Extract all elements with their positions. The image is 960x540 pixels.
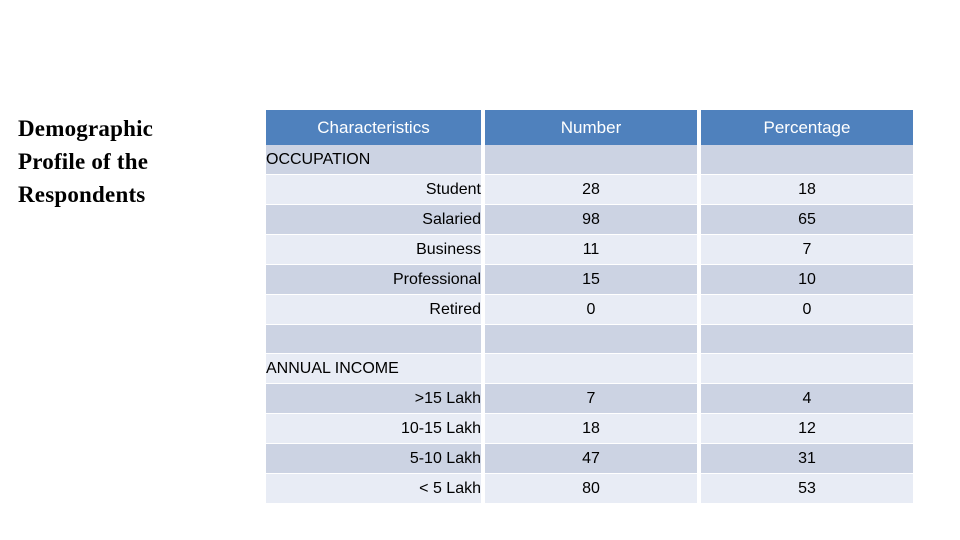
table-row bbox=[266, 354, 913, 384]
column-header-characteristics: Characteristics bbox=[266, 110, 481, 145]
percentage-cell: 12 bbox=[701, 414, 913, 444]
table-row bbox=[266, 145, 913, 175]
percentage-cell bbox=[701, 145, 913, 175]
page-title bbox=[18, 112, 248, 211]
characteristic-cell: Retired bbox=[266, 295, 481, 325]
characteristic-cell bbox=[266, 325, 481, 354]
section-label-cell: ANNUAL INCOME bbox=[266, 354, 481, 384]
characteristic-cell: >15 Lakh bbox=[266, 384, 481, 414]
table-row bbox=[266, 444, 913, 474]
number-cell: 80 bbox=[485, 474, 697, 504]
number-cell: 15 bbox=[485, 265, 697, 295]
number-cell: 18 bbox=[485, 414, 697, 444]
characteristic-cell: 5-10 Lakh bbox=[266, 444, 481, 474]
column-header-number: Number bbox=[485, 110, 697, 145]
table-body bbox=[266, 145, 913, 504]
number-cell bbox=[485, 145, 697, 175]
characteristic-cell: Professional bbox=[266, 265, 481, 295]
percentage-cell: 0 bbox=[701, 295, 913, 325]
number-cell: 28 bbox=[485, 175, 697, 205]
number-cell bbox=[485, 354, 697, 384]
percentage-cell: 7 bbox=[701, 235, 913, 265]
percentage-cell bbox=[701, 354, 913, 384]
characteristic-cell: 10-15 Lakh bbox=[266, 414, 481, 444]
table-header bbox=[266, 110, 913, 145]
number-cell: 11 bbox=[485, 235, 697, 265]
number-cell bbox=[485, 325, 697, 354]
percentage-cell: 53 bbox=[701, 474, 913, 504]
percentage-cell: 65 bbox=[701, 205, 913, 235]
table-header-row bbox=[266, 110, 913, 145]
table-row bbox=[266, 325, 913, 354]
number-cell: 98 bbox=[485, 205, 697, 235]
table-row bbox=[266, 205, 913, 235]
percentage-cell: 31 bbox=[701, 444, 913, 474]
percentage-cell: 4 bbox=[701, 384, 913, 414]
characteristic-cell: < 5 Lakh bbox=[266, 474, 481, 504]
table-row bbox=[266, 384, 913, 414]
percentage-cell bbox=[701, 325, 913, 354]
number-cell: 47 bbox=[485, 444, 697, 474]
table-row bbox=[266, 175, 913, 205]
characteristic-cell: Salaried bbox=[266, 205, 481, 235]
number-cell: 7 bbox=[485, 384, 697, 414]
table-row bbox=[266, 265, 913, 295]
table-row bbox=[266, 474, 913, 504]
demographic-profile-table bbox=[266, 110, 913, 504]
page-title-line-1: Demographic bbox=[18, 116, 154, 141]
table-row bbox=[266, 414, 913, 444]
page-title-line-2: Profile of the bbox=[18, 149, 149, 174]
page-title-line-3: Respondents bbox=[18, 182, 146, 207]
number-cell: 0 bbox=[485, 295, 697, 325]
characteristic-cell: Student bbox=[266, 175, 481, 205]
percentage-cell: 10 bbox=[701, 265, 913, 295]
table-row bbox=[266, 235, 913, 265]
percentage-cell: 18 bbox=[701, 175, 913, 205]
table-row bbox=[266, 295, 913, 325]
section-label-cell: OCCUPATION bbox=[266, 145, 481, 175]
column-header-percentage: Percentage bbox=[701, 110, 913, 145]
characteristic-cell: Business bbox=[266, 235, 481, 265]
